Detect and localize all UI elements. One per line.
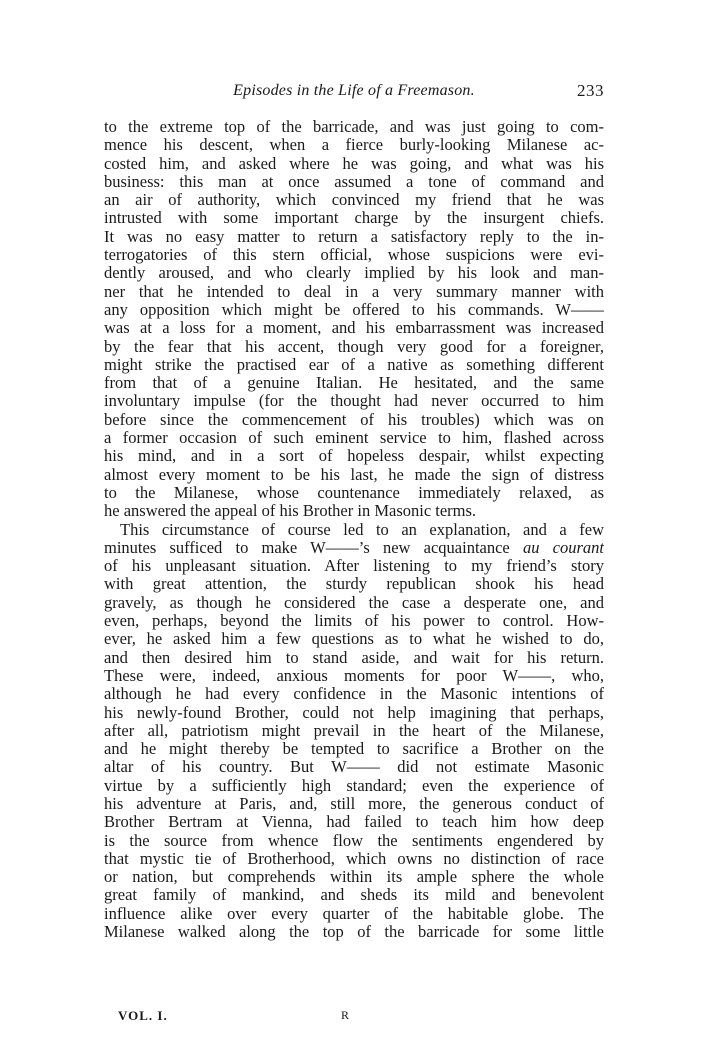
text-line: business: this man at once assumed a tone of command and: [104, 172, 604, 191]
text-line: ever, he asked him a few questions as to what he wished to do,: [104, 630, 604, 649]
text-line: mence his descent, when a fierce burly-looking Milanese ac-: [104, 136, 604, 155]
text-line: might strike the practised ear of a native as something different: [104, 355, 604, 374]
text-line: Brother Bertram at Vienna, had failed to teach him how deep: [104, 813, 604, 832]
text-line: that mystic tie of Brotherhood, which owns no distinction of race: [104, 849, 604, 868]
text-line: virtue by a sufficiently high standard; even the experience of: [104, 776, 604, 795]
signature-mark: R: [341, 1008, 350, 1022]
text-line: dently aroused, and who clearly implied by his look and man-: [104, 264, 604, 283]
volume-label: VOL. I.: [118, 1008, 168, 1023]
text-line: ner that he intended to deal in a very summary manner with: [104, 282, 604, 301]
text-line: he answered the appeal of his Brother in Masonic terms.: [104, 502, 477, 521]
text-line: influence alike over every quarter of the habitable globe. The: [104, 904, 604, 923]
text-line: Milanese walked along the top of the barricade for some little: [104, 923, 604, 942]
text-line: altar of his country. But W—— did not estimate Masonic: [104, 758, 604, 777]
text-line: intrusted with some important charge by the insurgent chiefs.: [104, 209, 604, 228]
text-line: although he had every confidence in the Masonic intentions of: [104, 685, 604, 704]
text-line: terrogatories of this stern official, whose suspicions were evi-: [104, 246, 604, 265]
book-page: [104, 78, 604, 1023]
text-line: with great attention, the sturdy republican shook his head: [104, 575, 604, 594]
text-line: even, perhaps, beyond the limits of his power to control. How-: [104, 612, 604, 631]
text-line: of his unpleasant situation. After listening to my friend’s story: [104, 557, 604, 576]
text-line: These were, indeed, anxious moments for poor W——, who,: [104, 666, 604, 685]
text-line: minutes sufficed to make W——’s new acquaintance au courant: [104, 538, 604, 557]
text-line: his mind, and in a sort of hopeless despair, whilst expecting: [104, 447, 604, 466]
page-footer: [104, 1008, 604, 1028]
text-line: any opposition which might be offered to his commands. W——: [104, 300, 604, 319]
text-line: costed him, and asked where he was going, and what was his: [104, 154, 604, 173]
text-line: and then desired him to stand aside, and wait for his return.: [104, 648, 604, 667]
text-line: involuntary impulse (for the thought had never occurred to him: [104, 392, 604, 411]
text-line: before since the commencement of his troubles) which was on: [104, 410, 604, 429]
text-line: a former occasion of such eminent service to him, flashed across: [104, 429, 604, 448]
text-line: This circumstance of course led to an explanation, and a few: [120, 520, 604, 539]
text-line: and he might thereby be tempted to sacrifice a Brother on the: [104, 740, 604, 759]
text-line: It was no easy matter to return a satisfactory reply to the in-: [104, 227, 604, 246]
page-number: 233: [577, 81, 604, 100]
text-line: is the source from whence flow the sentiments engendered by: [104, 831, 604, 850]
text-line: by the fear that his accent, though very good for a foreigner,: [104, 337, 604, 356]
running-title: Episodes in the Life of a Freemason.: [233, 82, 475, 99]
text-line: his newly-found Brother, could not help imagining that perhaps,: [104, 703, 604, 722]
body-text: [104, 118, 604, 941]
text-line: after all, patriotism might prevail in the heart of the Milanese,: [104, 721, 604, 740]
text-line: was at a loss for a moment, and his embarrassment was increased: [104, 319, 604, 338]
text-line: great family of mankind, and sheds its mild and benevolent: [104, 886, 604, 905]
text-line: gravely, as though he considered the case a desperate one, and: [104, 593, 604, 612]
text-line: almost every moment to be his last, he made the sign of distress: [104, 465, 604, 484]
text-line: an air of authority, which convinced my friend that he was: [104, 191, 604, 210]
text-line: or nation, but comprehends within its ample sphere the whole: [104, 868, 604, 887]
text-line: his adventure at Paris, and, still more, the generous conduct of: [104, 794, 604, 813]
running-head: [104, 78, 604, 108]
text-line: to the Milanese, whose countenance immediately relaxed, as: [104, 483, 604, 502]
text-line: from that of a genuine Italian. He hesitated, and the same: [104, 374, 604, 393]
text-line: to the extreme top of the barricade, and was just going to com-: [104, 118, 604, 136]
